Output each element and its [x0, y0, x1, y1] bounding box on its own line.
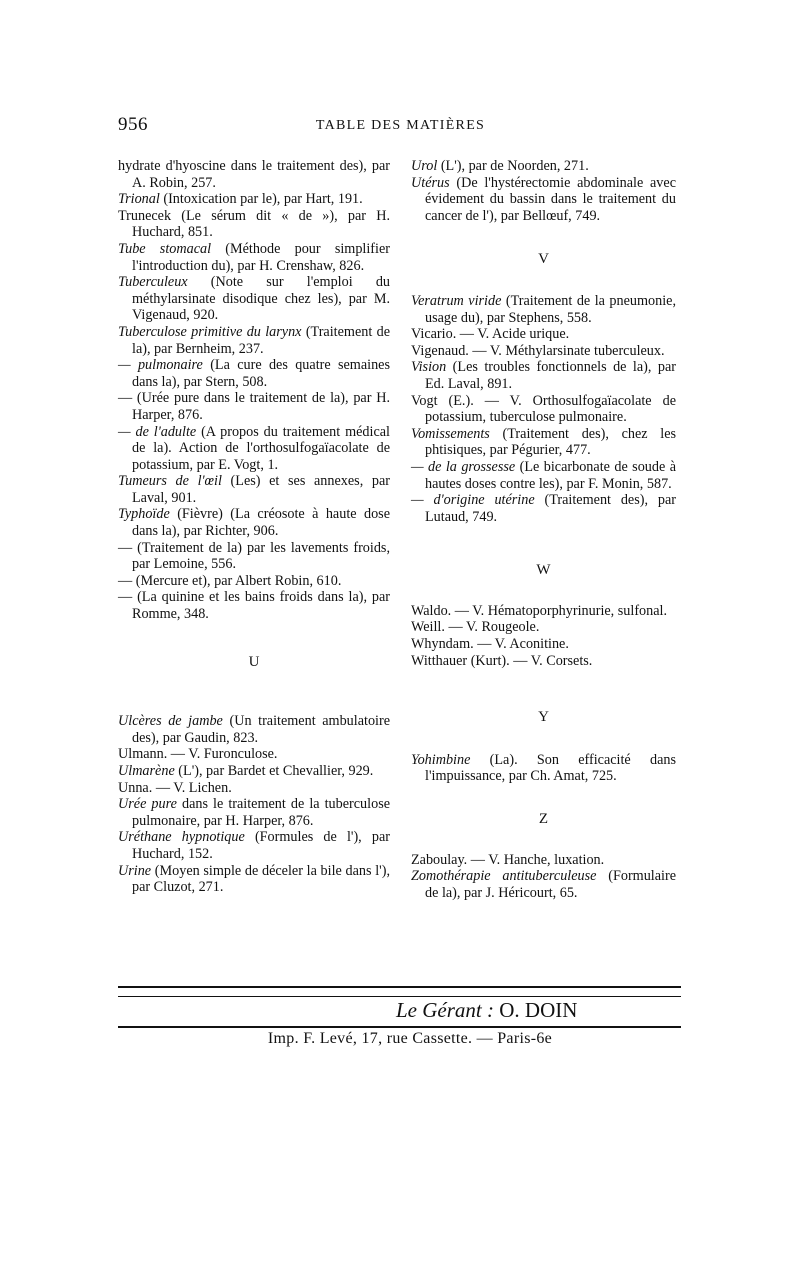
entry-term: Yohimbine [411, 751, 471, 768]
index-entry [118, 423, 390, 474]
index-entry [118, 572, 390, 590]
entry-text: Vigenaud. — V. Méthylarsinate tuberculeux. [411, 342, 665, 359]
entry-text: (Un traitement ambulatoire des), par Gaudin, 823. [132, 713, 390, 746]
index-entry [118, 323, 390, 357]
index-entry [118, 713, 390, 746]
index-entry [411, 602, 676, 620]
entry-term: Urée pure [118, 796, 177, 813]
entry-text: — (La quinine et les bains froids dans la), par Romme, 348. [118, 589, 390, 623]
entry-term: Tuberculose primitive du larynx [118, 323, 302, 340]
publisher-signature [396, 998, 577, 1023]
entry-text: Weill. — V. Rougeole. [411, 619, 540, 636]
index-entry [411, 868, 676, 901]
entry-text: (Traitement des), par Lutaud, 749. [425, 492, 677, 525]
section-letter-y: Y [538, 709, 549, 726]
index-entry [118, 506, 390, 540]
index-entry [118, 357, 390, 390]
entry-term: Vision [411, 359, 447, 376]
entry-text: (Les) et ses annexes, par Laval, 901. [132, 473, 391, 506]
index-entry [118, 589, 390, 623]
double-rule [118, 986, 681, 997]
index-entry [411, 342, 676, 360]
index-entry [118, 207, 390, 241]
index-entry [118, 240, 390, 274]
index-entry [411, 158, 676, 175]
entry-text: Zaboulay. — V. Hanche, luxation. [411, 851, 605, 868]
entry-text: Waldo. — V. Hématoporphyrinurie, sulfonal. [411, 602, 668, 619]
left-column [118, 158, 390, 896]
entry-text: (Traitement de la pneumonie, usage du), par Stephens, 558. [425, 292, 676, 326]
right-column [411, 158, 676, 901]
printer-imprint: Imp. F. Levé, 17, rue Cassette. — Paris-6e [267, 1030, 553, 1047]
index-entry [118, 763, 390, 780]
index-entry [411, 392, 676, 426]
index-entry [411, 292, 676, 326]
index-entry [411, 652, 676, 670]
entry-term: Uréthane hypnotique [118, 829, 245, 846]
page-number: 956 [118, 114, 148, 135]
running-title: TABLE DES MATIÈRES [315, 118, 486, 133]
entry-text: (Méthode pour simplifier l'introduction du), par H. Crenshaw, 826. [132, 240, 390, 274]
entry-text: Ulmann. — V. Furonculose. [118, 746, 278, 763]
index-entry [411, 851, 676, 869]
index-entry [411, 458, 677, 492]
page-header [118, 114, 683, 144]
entry-text: Unna. — V. Lichen. [118, 779, 232, 796]
entry-term: Zomothérapie antituberculeuse [411, 868, 597, 885]
index-entry [118, 274, 391, 324]
entry-term: Utérus [411, 174, 450, 191]
entry-term: — de l'adulte [118, 423, 197, 440]
entry-term: — d'origine utérine [411, 492, 535, 509]
index-entry [411, 174, 676, 225]
footer-rule [118, 1026, 681, 1028]
entry-text: Vogt (E.). — V. Orthosulfogaïacolate de potassium, tuberculose pulmonaire. [411, 392, 676, 426]
entry-list [118, 158, 390, 623]
entry-text: (Le bicarbonate de soude à hautes doses contre les), par F. Monin, 587. [425, 458, 677, 492]
entry-term: Ulmarène [118, 763, 175, 779]
entry-text: — (Mercure et), par Albert Robin, 610. [118, 572, 342, 589]
entry-term: Tuberculeux [118, 274, 188, 291]
section-letter-z: Z [538, 811, 549, 828]
index-entry [411, 492, 677, 525]
index-entry [411, 359, 676, 392]
index-entry [118, 829, 390, 862]
entry-term: — de la grossesse [411, 458, 516, 475]
entry-term: Tube stomacal [118, 240, 212, 257]
index-entry [118, 158, 390, 191]
entry-text: (Note sur l'emploi du méthylarsinate disodique chez les), par M. Vigenaud, 920. [132, 274, 391, 324]
entry-text: (De l'hystérectomie abdominale avec évidement du bassin dans le traitement du cancer de l'), par Bellœuf, 749. [425, 174, 676, 224]
entry-term: Veratrum viride [411, 292, 502, 309]
entry-text: hydrate d'hyoscine dans le traitement des), par A. Robin, 257. [118, 158, 390, 191]
entry-text: dans le traitement de la tuberculose pulmonaire, par H. Harper, 876. [132, 796, 391, 829]
entry-text: (Formules de l'), par Huchard, 152. [132, 829, 390, 862]
entry-text: Vicario. — V. Acide urique. [411, 326, 570, 343]
entry-term: Typhoïde [118, 506, 170, 523]
entry-term: Trional [118, 191, 160, 208]
index-entry [411, 619, 676, 636]
entry-text: Witthauer (Kurt). — V. Corsets. [411, 652, 593, 669]
entry-term: Tumeurs de l'œil [118, 473, 222, 490]
entry-text: (L'), par Bardet et Chevallier, 929. [178, 763, 374, 779]
section-letter-v: V [538, 251, 549, 268]
index-entry [411, 425, 677, 459]
entry-text: (Les troubles fonctionnels de la), par Ed. Laval, 891. [425, 359, 676, 392]
entry-text: (Formulaire de la), par J. Héricourt, 65. [425, 868, 676, 901]
gerant-name: O. DOIN [499, 998, 578, 1022]
entry-list [118, 713, 390, 896]
entry-text: (Traitement des), chez les phtisiques, par Pégurier, 477. [425, 425, 677, 459]
entry-term: Ulcères de jambe [118, 713, 223, 730]
section-letter-u: U [248, 653, 260, 670]
entry-text: Whyndam. — V. Aconitine. [411, 636, 569, 653]
index-entry [411, 326, 676, 343]
entry-text: (La cure des quatre semaines dans la), par Stern, 508. [132, 357, 390, 390]
entry-text: Trunecek (Le sérum dit « de »), par H. Huchard, 851. [118, 207, 390, 241]
entry-text: (L'), par de Noorden, 271. [440, 158, 589, 174]
index-entry [118, 796, 391, 829]
entry-term: Urine [118, 862, 152, 879]
index-entry [118, 473, 391, 506]
index-entry [118, 390, 390, 423]
entry-text: (Moyen simple de déceler la bile dans l'), par Cluzot, 271. [132, 862, 390, 896]
entry-list [411, 603, 676, 669]
index-entry [411, 751, 676, 785]
entry-text: — (Traitement de la) par les lavements froids, par Lemoine, 556. [118, 539, 390, 573]
entry-text: (A propos du traitement médical de la). Action de l'orthosulfogaïacolate de potassium, par E. Vogt, 1. [132, 423, 390, 473]
entry-term: — pulmonaire [118, 357, 203, 374]
entry-list [411, 158, 676, 224]
entry-text: (Traitement de la), par Bernheim, 237. [132, 323, 390, 357]
index-entry [118, 779, 390, 797]
entry-text: (Fièvre) (La créosote à haute dose dans la), par Richter, 906. [132, 506, 390, 540]
entry-list [411, 752, 676, 785]
entry-term: Urol [411, 158, 438, 174]
entry-term: Vomissements [411, 425, 490, 442]
index-entry [411, 636, 676, 653]
index-entry [118, 539, 390, 573]
entry-text: — (Urée pure dans le traitement de la), par H. Harper, 876. [118, 390, 390, 423]
index-entry [118, 191, 390, 208]
entry-list [411, 852, 676, 902]
index-entry [118, 862, 390, 896]
index-entry [118, 746, 390, 763]
entry-list [411, 293, 676, 525]
entry-text: (Intoxication par le), par Hart, 191. [163, 191, 363, 208]
entry-text: (La). Son efficacité dans l'impuissance, par Ch. Amat, 725. [425, 751, 676, 785]
section-letter-w: W [536, 562, 551, 579]
gerant-label: Le Gérant : [396, 998, 494, 1022]
